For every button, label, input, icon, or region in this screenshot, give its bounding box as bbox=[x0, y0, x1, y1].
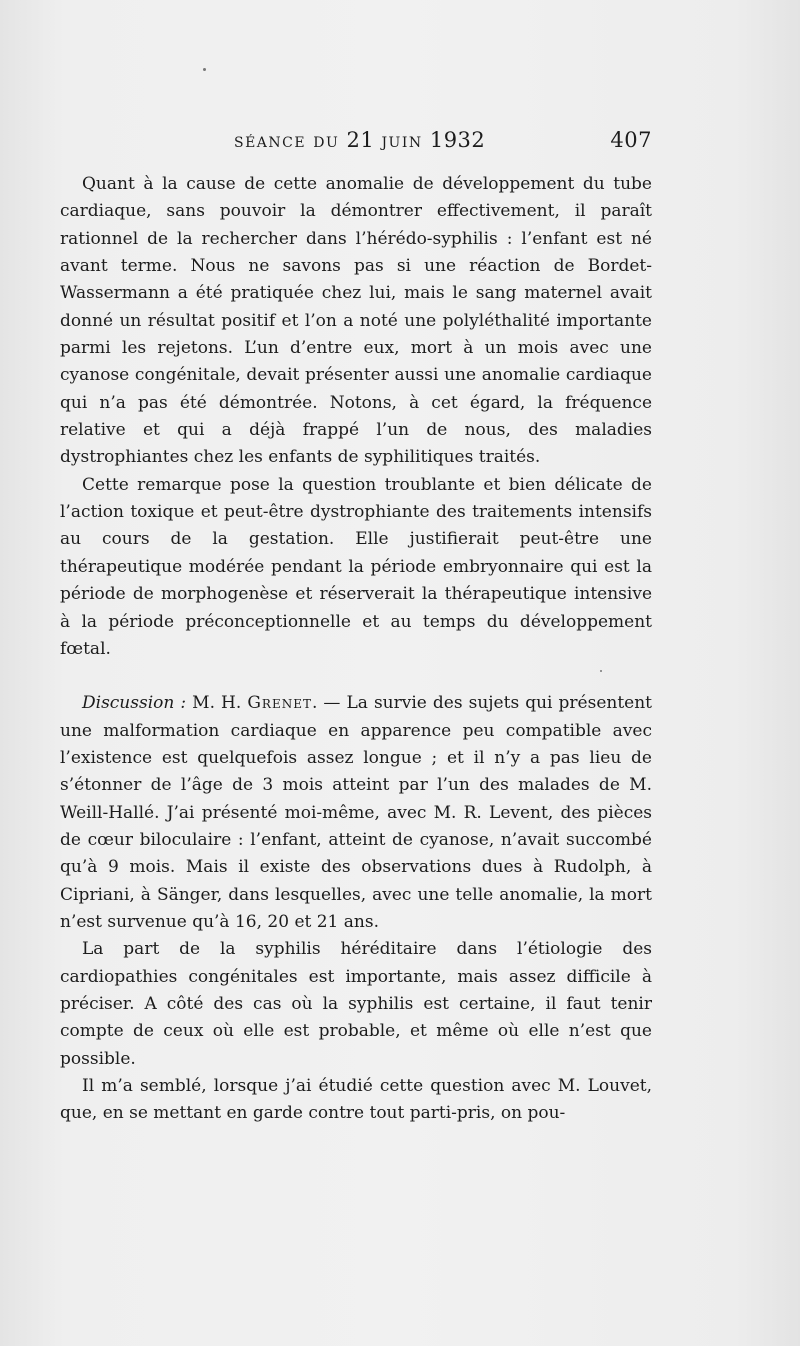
paper-speck bbox=[203, 68, 206, 71]
paragraph-discussion bbox=[60, 690, 652, 936]
paragraph-2: Cette remarque pose la question troublante et bien délicate de l’action toxique et peut-être dystrophiante des traitements intensifs au cours de la gestation. Elle justifierait peut-être une thérapeutique modérée pendant la période embryonnaire qui est la période de morphogenèse et réserverait la thérapeutique intensive à la période préconceptionnelle et au temps du développement fœtal. bbox=[60, 474, 652, 659]
page-number: 407 bbox=[610, 128, 652, 152]
speaker-prefix: M. H. bbox=[192, 693, 242, 714]
running-head bbox=[60, 128, 652, 158]
speaker-name: Grenet bbox=[247, 693, 312, 714]
book-page bbox=[60, 128, 652, 1128]
body-text bbox=[60, 171, 652, 1128]
running-head-title: SÉANCE DU 21 JUIN 1932 bbox=[234, 128, 486, 152]
paragraph-1: Quant à la cause de cette anomalie de développement du tube cardiaque, sans pouvoir la démontrer effectivement, il paraît rationnel de la rechercher dans l’hérédo-syphilis : l’enfant est né avant terme. Nous ne savons pas si une réaction de Bordet-Wassermann a été pratiquée chez lui, mais le sang maternel avait donné un résultat positif et l’on a noté une polyléthalité importante parmi les rejetons. L’un d’entre eux, mort à un mois avec une cyanose congénitale, devait présenter aussi une anomalie cardiaque qui n’a pas été démontrée. Notons, à cet égard, la fréquence relative et qui a déjà frappé l’un de nous, des maladies dystrophiantes chez les enfants de syphilitiques traités. bbox=[60, 174, 652, 468]
paragraph-5: Il m’a semblé, lorsque j’ai étudié cette question avec M. Louvet, que, en se mettant en garde contre tout parti-pris, on pou- bbox=[60, 1076, 652, 1124]
discussion-text: . — La survie des sujets qui présentent une malformation cardiaque en apparence peu compatible avec l’existence est quelquefois assez longue ; et il n’y a pas lieu de s’étonner de l’âge de 3 mois atteint par l’un des malades de M. Weill-Hallé. J’ai présenté moi-même, avec M. R. Levent, des pièces de cœur biloculaire : l’enfant, atteint de cyanose, n’avait succombé qu’à 9 mois. Mais il existe des observations dues à Rudolph, à Cipriani, à Sänger, dans lesquelles, avec une telle anomalie, la mort n’est survenue qu’à 16, 20 et 21 ans. bbox=[60, 693, 653, 932]
paragraph-4: La part de la syphilis héréditaire dans l’étiologie des cardiopathies congénitales est importante, mais assez difficile à préciser. A côté des cas où la syphilis est certaine, il faut tenir compte de ceux où elle est probable, et même où elle n’est que possible. bbox=[60, 939, 652, 1069]
discussion-label: Discussion : bbox=[82, 693, 187, 714]
